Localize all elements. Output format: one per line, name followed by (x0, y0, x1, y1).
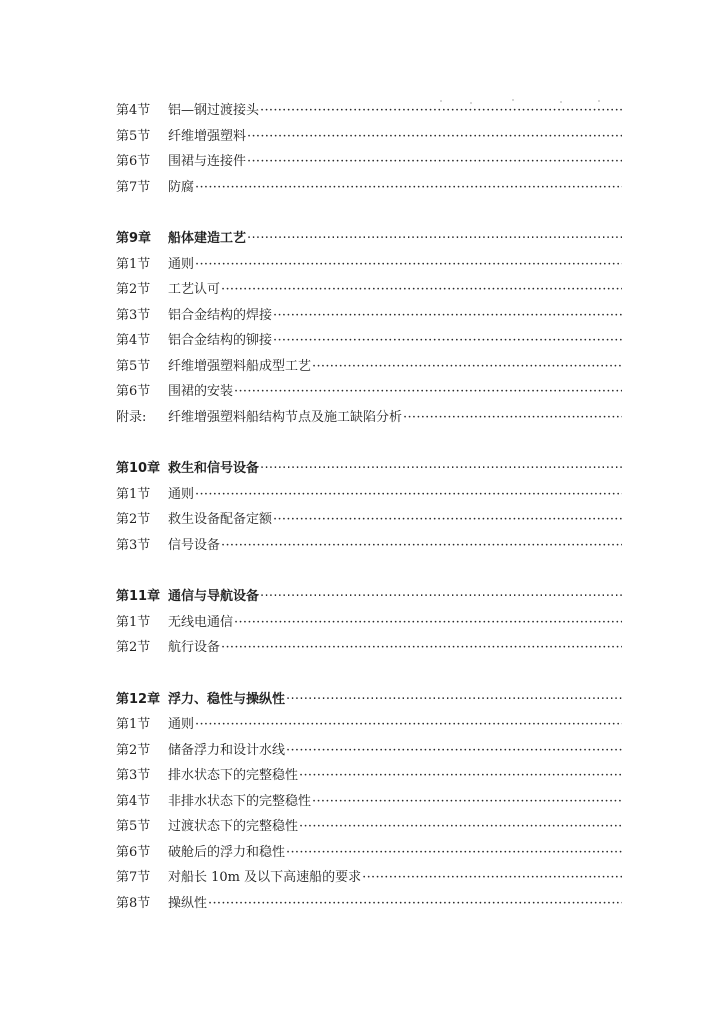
toc-section-row (116, 354, 622, 380)
toc-section-row (116, 175, 622, 201)
section-number: 第3节 (116, 768, 151, 783)
section-number: 第8节 (116, 895, 151, 911)
group-spacer (116, 558, 622, 584)
section-title: 铝合金结构的铆接 (168, 333, 273, 348)
section-number: 第1节 (116, 614, 151, 630)
section-title: 排水状态下的完整稳性 (168, 768, 299, 783)
section-number: 第6节 (116, 384, 151, 399)
section-title: 围裙的安装 (168, 384, 234, 399)
toc-section-row (116, 277, 622, 303)
section-number: 第3节 (116, 537, 151, 553)
toc-section-row (116, 635, 622, 661)
dot-leader (221, 277, 622, 303)
toc-section-row (116, 328, 622, 354)
dot-leader (299, 814, 622, 840)
section-title: 通则 (168, 717, 195, 732)
section-title: 通则 (168, 256, 195, 272)
section-number: 第4节 (116, 333, 151, 348)
toc-section-row (116, 712, 622, 738)
toc-section-row (116, 379, 622, 405)
section-number: 第1节 (116, 256, 151, 272)
section-title: 救生设备配备定额 (168, 512, 273, 527)
dot-leader (247, 226, 622, 252)
toc-section-row (116, 738, 622, 764)
group-spacer (116, 200, 622, 226)
dot-leader (273, 328, 622, 354)
scan-speck (560, 101, 562, 103)
dot-leader (273, 303, 622, 329)
toc-section-row (116, 763, 622, 789)
toc-section-row (116, 482, 622, 508)
dot-leader (286, 687, 622, 713)
dot-leader (286, 738, 622, 764)
section-number: 第2节 (116, 640, 151, 655)
section-number: 第1节 (116, 486, 151, 502)
dot-leader (221, 533, 622, 559)
dot-leader (247, 124, 622, 150)
section-number: 第5节 (116, 128, 151, 144)
section-title: 纤维增强塑料 (168, 128, 247, 144)
section-number: 第6节 (116, 154, 151, 169)
dot-leader (403, 405, 622, 431)
section-title: 破舱后的浮力和稳性 (168, 844, 286, 860)
section-number: 第4节 (116, 793, 151, 809)
dot-leader (312, 789, 622, 815)
section-number: 附录: (116, 409, 147, 425)
chapter-title: 浮力、稳性与操纵性 (168, 691, 286, 707)
dot-leader (273, 507, 622, 533)
section-title: 航行设备 (168, 640, 221, 655)
dot-leader (195, 175, 622, 201)
section-title: 纤维增强塑料船成型工艺 (168, 358, 312, 374)
section-title: 信号设备 (168, 537, 221, 553)
toc-section-row (116, 814, 622, 840)
toc-chapter-row (116, 584, 622, 610)
section-title: 铝合金结构的焊接 (168, 307, 273, 323)
dot-leader (195, 712, 622, 738)
scan-speck (440, 100, 442, 102)
dot-leader (299, 763, 622, 789)
toc-section-row (116, 303, 622, 329)
chapter-title: 通信与导航设备 (168, 589, 260, 604)
dot-leader (260, 584, 622, 610)
section-number: 第1节 (116, 717, 151, 732)
toc-section-row (116, 891, 622, 917)
table-of-contents (116, 98, 622, 916)
section-title: 纤维增强塑料船结构节点及施工缺陷分析 (168, 409, 403, 425)
section-number: 第2节 (116, 742, 151, 758)
section-number: 第4节 (116, 103, 151, 118)
toc-section-row (116, 533, 622, 559)
section-title: 过渡状态下的完整稳性 (168, 819, 299, 834)
chapter-number: 第11章 (116, 589, 161, 604)
toc-chapter-row (116, 687, 622, 713)
toc-section-row (116, 507, 622, 533)
section-title: 操纵性 (168, 895, 208, 911)
section-title: 非排水状态下的完整稳性 (168, 793, 312, 809)
toc-section-row (116, 840, 622, 866)
scan-speck (598, 100, 600, 102)
dot-leader (234, 610, 622, 636)
section-number: 第5节 (116, 358, 151, 374)
toc-section-row (116, 865, 622, 891)
toc-chapter-row (116, 226, 622, 252)
chapter-number: 第12章 (116, 691, 161, 707)
dot-leader (247, 149, 622, 175)
dot-leader (312, 354, 622, 380)
chapter-title: 船体建造工艺 (168, 231, 247, 246)
section-number: 第2节 (116, 282, 151, 297)
toc-section-row (116, 789, 622, 815)
toc-section-row (116, 124, 622, 150)
section-title: 围裙与连接件 (168, 154, 247, 169)
scan-speck (470, 102, 472, 104)
dot-leader (362, 865, 622, 891)
dot-leader (208, 891, 622, 917)
scan-speck (512, 99, 514, 101)
section-number: 第7节 (116, 870, 151, 885)
toc-section-row (116, 98, 622, 124)
section-title: 储备浮力和设计水线 (168, 742, 286, 758)
dot-leader (221, 635, 622, 661)
toc-section-row (116, 610, 622, 636)
dot-leader (286, 840, 622, 866)
section-number: 第2节 (116, 512, 151, 527)
section-number: 第3节 (116, 307, 151, 323)
dot-leader (195, 482, 622, 508)
dot-leader (234, 379, 622, 405)
group-spacer (116, 661, 622, 687)
dot-leader (195, 252, 622, 278)
section-title: 通则 (168, 486, 195, 502)
section-title: 工艺认可 (168, 282, 221, 297)
toc-section-row (116, 405, 622, 431)
section-number: 第7节 (116, 179, 151, 195)
section-number: 第5节 (116, 819, 151, 834)
toc-section-row (116, 149, 622, 175)
chapter-number: 第10章 (116, 461, 161, 476)
chapter-title: 救生和信号设备 (168, 461, 260, 476)
group-spacer (116, 430, 622, 456)
section-title: 对船长 10m 及以下高速船的要求 (168, 870, 362, 885)
section-title: 无线电通信 (168, 614, 234, 630)
section-title: 防腐 (168, 179, 195, 195)
dot-leader (260, 456, 622, 482)
chapter-number: 第9章 (116, 231, 152, 246)
toc-section-row (116, 252, 622, 278)
section-title: 铝—钢过渡接头 (168, 103, 260, 118)
toc-chapter-row (116, 456, 622, 482)
section-number: 第6节 (116, 844, 151, 860)
